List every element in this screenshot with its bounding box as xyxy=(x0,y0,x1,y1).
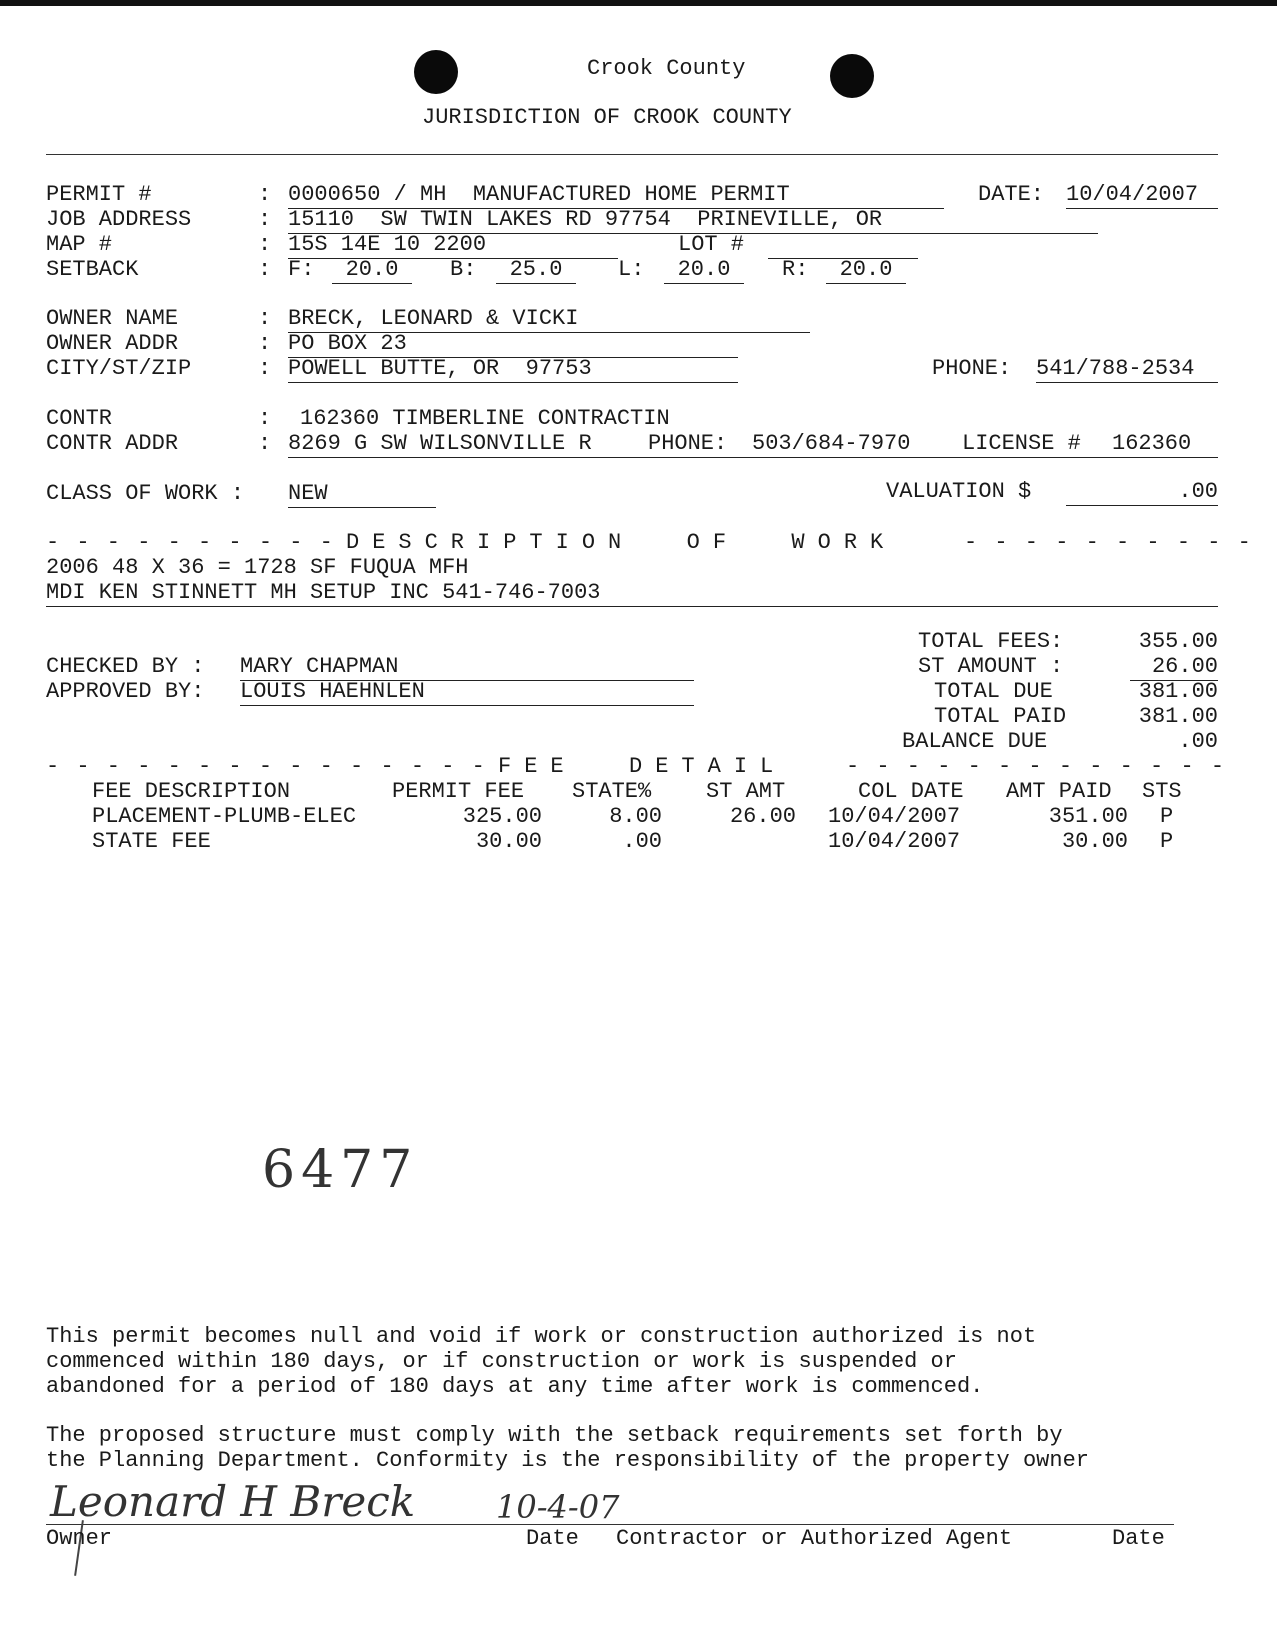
total-paid-label: TOTAL PAID xyxy=(934,704,1067,729)
fee-row-col-date: 10/04/2007 xyxy=(828,804,961,829)
colon: : xyxy=(258,207,272,232)
col-amt-paid: AMT PAID xyxy=(1006,779,1112,804)
notice-p2-line-1: The proposed structure must comply with the setback requirements set forth by xyxy=(46,1423,1063,1448)
notice-p2-line-2: the Planning Department. Conformity is the responsibility of the property owner xyxy=(46,1448,1089,1473)
col-permit-fee: PERMIT FEE xyxy=(392,779,525,804)
valuation-label: VALUATION $ xyxy=(886,479,1032,504)
agent-label: Contractor or Authorized Agent xyxy=(616,1526,1013,1551)
total-due-label: TOTAL DUE xyxy=(934,679,1053,704)
fee-row-state-percent: .00 xyxy=(622,829,662,854)
setback-back-value: 25.0 xyxy=(496,257,576,284)
colon: : xyxy=(258,232,272,257)
description-dashes-right: - - - - - - - - - - xyxy=(964,530,1253,555)
license-value: 162360 xyxy=(1112,431,1192,456)
fee-row-permit-fee: 30.00 xyxy=(475,829,542,854)
owner-phone-value: 541/788-2534 xyxy=(1036,356,1218,383)
fee-row-col-date: 10/04/2007 xyxy=(828,829,961,854)
col-col-date: COL DATE xyxy=(858,779,964,804)
description-dashes-left: - - - - - - - - - - xyxy=(46,530,335,555)
contractor-value: 162360 TIMBERLINE CONTRACTIN xyxy=(300,406,670,431)
city-st-zip-label: CITY/ST/ZIP xyxy=(46,356,192,381)
contractor-phone-label: PHONE: xyxy=(648,431,728,456)
setback-back-label: B: xyxy=(450,257,477,282)
jurisdiction-title: JURISDICTION OF CROOK COUNTY xyxy=(422,105,792,130)
notice-p1-line-1: This permit becomes null and void if work or construction authorized is not xyxy=(46,1324,1037,1349)
setback-label: SETBACK xyxy=(46,257,139,282)
contractor-addr-label: CONTR ADDR xyxy=(46,431,179,456)
owner-addr-value: PO BOX 23 xyxy=(288,331,738,358)
top-scan-edge xyxy=(0,0,1277,6)
contractor-phone-value: 503/684-7970 xyxy=(752,431,911,456)
valuation-value: .00 xyxy=(1066,479,1218,506)
owner-addr-label: OWNER ADDR xyxy=(46,331,179,356)
date-label: DATE: xyxy=(978,182,1045,207)
contractor-label: CONTR xyxy=(46,406,113,431)
colon: : xyxy=(258,356,272,381)
fee-row-st-amt: 26.00 xyxy=(729,804,796,829)
punch-hole-right xyxy=(830,54,874,98)
colon: : xyxy=(258,431,272,456)
fee-detail-heading: FEE DETAIL xyxy=(498,754,787,779)
fee-row-amt-paid: 351.00 xyxy=(1048,804,1128,829)
total-fees-label: TOTAL FEES: xyxy=(918,629,1064,654)
total-paid-value: 381.00 xyxy=(1138,704,1218,729)
fee-row-description: PLACEMENT-PLUMB-ELEC xyxy=(92,804,357,829)
col-state-percent: STATE% xyxy=(572,779,652,804)
setback-front-label: F: xyxy=(288,257,315,282)
fee-row-permit-fee: 325.00 xyxy=(462,804,542,829)
colon: : xyxy=(258,331,272,356)
city-st-zip-value: POWELL BUTTE, OR 97753 xyxy=(288,356,738,383)
license-label: LICENSE # xyxy=(962,431,1081,456)
fee-row-amt-paid: 30.00 xyxy=(1061,829,1128,854)
approved-by-label: APPROVED BY: xyxy=(46,679,205,704)
contractor-addr-value: 8269 G SW WILSONVILLE R xyxy=(288,431,592,456)
colon: : xyxy=(258,406,272,431)
class-of-work-value: NEW xyxy=(288,481,436,508)
colon: : xyxy=(258,182,272,207)
notice-p1-line-2: commenced within 180 days, or if construction or work is suspended or xyxy=(46,1349,957,1374)
checked-by-value: MARY CHAPMAN xyxy=(240,654,694,681)
description-heading: DESCRIPTION OF WORK xyxy=(346,530,897,555)
checked-by-label: CHECKED BY : xyxy=(46,654,205,679)
punch-hole-left xyxy=(414,50,458,94)
map-label: MAP # xyxy=(46,232,113,257)
setback-left-label: L: xyxy=(618,257,645,282)
setback-right-value: 20.0 xyxy=(826,257,906,284)
owner-label: Owner xyxy=(46,1526,113,1551)
job-address-value: 15110 SW TWIN LAKES RD 97754 PRINEVILLE, OR xyxy=(288,207,1098,234)
owner-name-value: BRECK, LEONARD & VICKI xyxy=(288,306,810,333)
fee-row-sts: P xyxy=(1160,829,1174,854)
fee-detail-dashes-right: - - - - - - - - - - - - - xyxy=(846,754,1227,779)
fee-detail-dashes-left: - - - - - - - - - - - - - - - xyxy=(46,754,487,779)
lot-value-line xyxy=(768,232,918,259)
fee-row-sts: P xyxy=(1160,804,1174,829)
approved-by-value: LOUIS HAEHNLEN xyxy=(240,679,694,706)
job-address-label: JOB ADDRESS xyxy=(46,207,192,232)
map-value: 15S 14E 10 2200 xyxy=(288,232,618,259)
agent-date-label: Date xyxy=(1112,1526,1165,1551)
fee-row-description: STATE FEE xyxy=(92,829,211,854)
permit-date: 10/04/2007 xyxy=(1066,182,1218,209)
permit-label: PERMIT # xyxy=(46,182,152,207)
owner-signature-date: 10-4-07 xyxy=(496,1488,620,1526)
handwritten-number: 6477 xyxy=(262,1140,419,1200)
description-line-2: MDI KEN STINNETT MH SETUP INC 541-746-7003 xyxy=(46,580,1218,607)
permit-value: 0000650 / MH MANUFACTURED HOME PERMIT xyxy=(288,182,944,209)
class-of-work-label: CLASS OF WORK : xyxy=(46,481,245,506)
fee-row-state-percent: 8.00 xyxy=(609,804,662,829)
lot-label: LOT # xyxy=(678,232,745,257)
total-fees-value: 355.00 xyxy=(1138,629,1218,654)
st-amount-value: 26.00 xyxy=(1130,654,1218,681)
balance-due-label: BALANCE DUE xyxy=(902,729,1048,754)
colon: : xyxy=(258,257,272,282)
colon: : xyxy=(258,306,272,331)
notice-p1-line-3: abandoned for a period of 180 days at any time after work is commenced. xyxy=(46,1374,984,1399)
owner-phone-label: PHONE: xyxy=(932,356,1012,381)
owner-name-label: OWNER NAME xyxy=(46,306,179,331)
description-line-1: 2006 48 X 36 = 1728 SF FUQUA MFH xyxy=(46,555,469,580)
balance-due-value: .00 xyxy=(1178,729,1218,754)
county-name: Crook County xyxy=(587,56,746,81)
header-divider xyxy=(46,154,1218,155)
owner-signature: Leonard H Breck xyxy=(50,1477,416,1526)
setback-front-value: 20.0 xyxy=(332,257,412,284)
st-amount-label: ST AMOUNT : xyxy=(918,654,1064,679)
setback-right-label: R: xyxy=(782,257,809,282)
total-due-value: 381.00 xyxy=(1138,679,1218,704)
col-sts: STS xyxy=(1142,779,1182,804)
col-st-amt: ST AMT xyxy=(706,779,786,804)
setback-left-value: 20.0 xyxy=(664,257,744,284)
owner-date-label: Date xyxy=(526,1526,579,1551)
col-fee-description: FEE DESCRIPTION xyxy=(92,779,291,804)
